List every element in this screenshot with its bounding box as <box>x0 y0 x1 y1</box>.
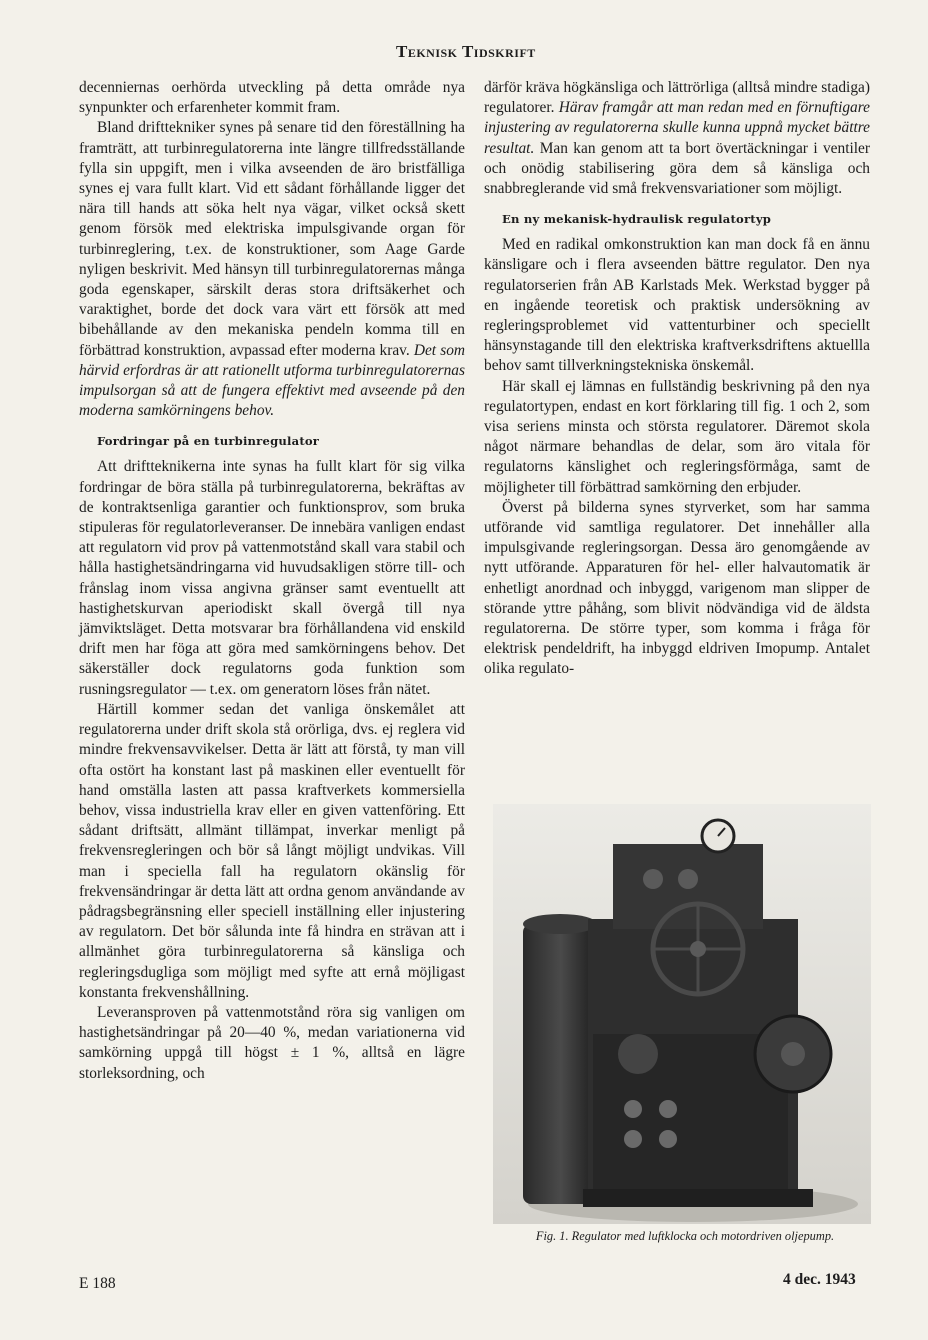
italic-emphasis: Härav framgår att man redan med en förnuftigare injustering av regulatorerna skulle kunna uppnå mycket bättre resultat. <box>484 99 870 157</box>
paragraph: Överst på bilderna synes styrverket, som har samma utförande vid samtliga regulatorer. Det innehåller alla impulsgivande regleringsorgan. Dessa äro genomgående av nytt utförande. Apparaturen för hel- eller halvautomatik är enhetligt anordnad och inbyggd, varigenom man slipper de störande yttre påhång, som blivit nödvändiga vid de äldsta regulatorerna. De större typer, som komma i fråga för elektrisk pendeldrift, ha inbyggd eldriven Imopump. Antalet olika regulato- <box>484 498 870 678</box>
paragraph-text: Bland drifttekniker synes på senare tid den föreställning ha framträtt, att turbinregulatorerna inte längre tillfredsställande fylla sin uppgift, men i vilka avseenden de äro bristfälliga synes ej vara fullt klart. Vid ett sådant förhållande ligger det nära till hands att söka helt nya vägar, vilket också skett genom försök med elektriska impulsgivande organ för turbinreglering, t.ex. de konstruktioner, som Aage Garde nyligen beskrivit. Med hänsyn till turbinregulatorernas många goda egenskaper, särskilt deras stora driftsäkerhet och varaktighet, borde det dock vara värt ett försök att med bibehållande av den mekaniska pendeln komma till en förbättrad konstruktion, avpassad efter moderna krav. <box>79 119 465 359</box>
air-bell-tank <box>523 924 598 1204</box>
paragraph: Att driftteknikerna inte synas ha fullt klart för sig vilka fordringar de böra ställa på turbinregulatorerna, bekräftas av de kontraktsenliga garantier och funktionsprov, som bruka stipuleras för regulatorleveranser. De innebära vanligen endast att regulatorn vid prov på vattenmotstånd skall vara stabil och hålla hastighetsändringarna vid huvudsakligen större till- och frånslag inom vissa angivna gränser samt eventuellt att hastighetskurvan aperiodiskt skall övergå till nya jämviktsläget. Detta motsvarar bra förhållandena vid enskild drift men har föga att göra med samkörningens behov. Det säkerställer dock regulatorns goda funktion som rusningsregulator — t.ex. om generatorn löses från nätet. <box>79 458 465 698</box>
page-number: E 188 <box>79 1275 116 1292</box>
paragraph: decenniernas oerhörda utveckling på detta område nya synpunkter och erfarenheter kommit fram. <box>79 79 465 117</box>
paragraph: Här skall ej lämnas en fullständig beskrivning på den nya regulatortypen, endast en kort förklaring till fig. 1 och 2, som visa seriens minsta och största regulatorer. Däremot skola något närmare behandlas de delar, som äro vitala för regulatorns känslighet och regleringsförmåga, samt de möjligheter till förbättrad samkörning den erbjuder. <box>484 377 870 496</box>
figure-caption: Fig. 1. Regulator med luftklocka och motordriven oljepump. <box>535 1229 835 1243</box>
paragraph <box>484 78 870 199</box>
paragraph: Med en radikal omkonstruktion kan man dock få en ännu känsligare och i flera avseenden bättre regulator. Den nya regulatorserien från AB Karlstads Mek. Werkstad bygger på en ingående teoretisk och praktisk undersökning av regleringsproblemet vid vattenturbiner och speciellt hänsynstagande till den elektriska kraftverksdriftens aktuellla behov samt tillverkningstekniska önskemål. <box>484 236 870 375</box>
journal-title: Teknisk Tidskrift <box>396 42 536 61</box>
paragraph: Leveransproven på vattenmotstånd röra sig vanligen om hastighetsändringar på 20—40 %, medan variationerna vid samkörning uppgå till högst ± 1 %, alltså en lägre storleksordning, och <box>79 1003 465 1082</box>
issue-date: 4 dec. 1943 <box>783 1271 856 1288</box>
left-column <box>79 78 465 1084</box>
nameplate-icon <box>618 1034 658 1074</box>
paragraph: Härtill kommer sedan det vanliga önskemålet att regulatorerna under drift skola stå orörliga, dvs. ej reglera vid mindre frekvensavvikelser. Detta är lätt att förstå, ty man vill ofta ostört ha konstant last på maskinen eller eventuellt för hand omställa lasten att passa kraftverkets kommersiella behov, vissa industriella krav eller en given vattenföring. Ett sådant driftsätt, allmänt tillämpat, inverkar menligt på frekvensregleringen och bör så långt möjligt undvikas. Vill man i speciella fall ha regulatorn okänslig för frekvensändringar är detta lätt att ordna genom användande av pådragsbegränsning eller speciell inställning eller injustering av regulatorn. Det bör sålunda inte få hindra en strävan att i allmänhet göra turbinregulatorerna så känsliga och regleringsdugliga som möjligt med syfte att ernå möjligast konstanta frekvenshållning. <box>79 700 465 1001</box>
paragraph-text: därför kräva högkänsliga och lättrörliga (alltså mindre stadiga) regulatorer. <box>484 79 870 117</box>
regulator-illustration <box>493 804 871 1224</box>
section-heading: En ny mekanisk-hydraulisk regulatortyp <box>502 212 772 227</box>
regulator-photo <box>493 804 871 1224</box>
italic-emphasis: Det som härvid erfordras är att rationellt utforma turbinregulatorernas impulsorgan så att de fungera effektivt med avseende på den moderna samkörningens behov. <box>79 341 466 420</box>
right-column <box>484 78 870 680</box>
section-heading: Fordringar på en turbinregulator <box>97 434 320 449</box>
paragraph-text: Man kan genom att ta bort övertäckningar i ventiler och onödig stabilisering göra dem så känsliga och snabbreglerande vid små frekvensvariationer som möjligt. <box>484 139 870 198</box>
paragraph <box>79 118 465 421</box>
